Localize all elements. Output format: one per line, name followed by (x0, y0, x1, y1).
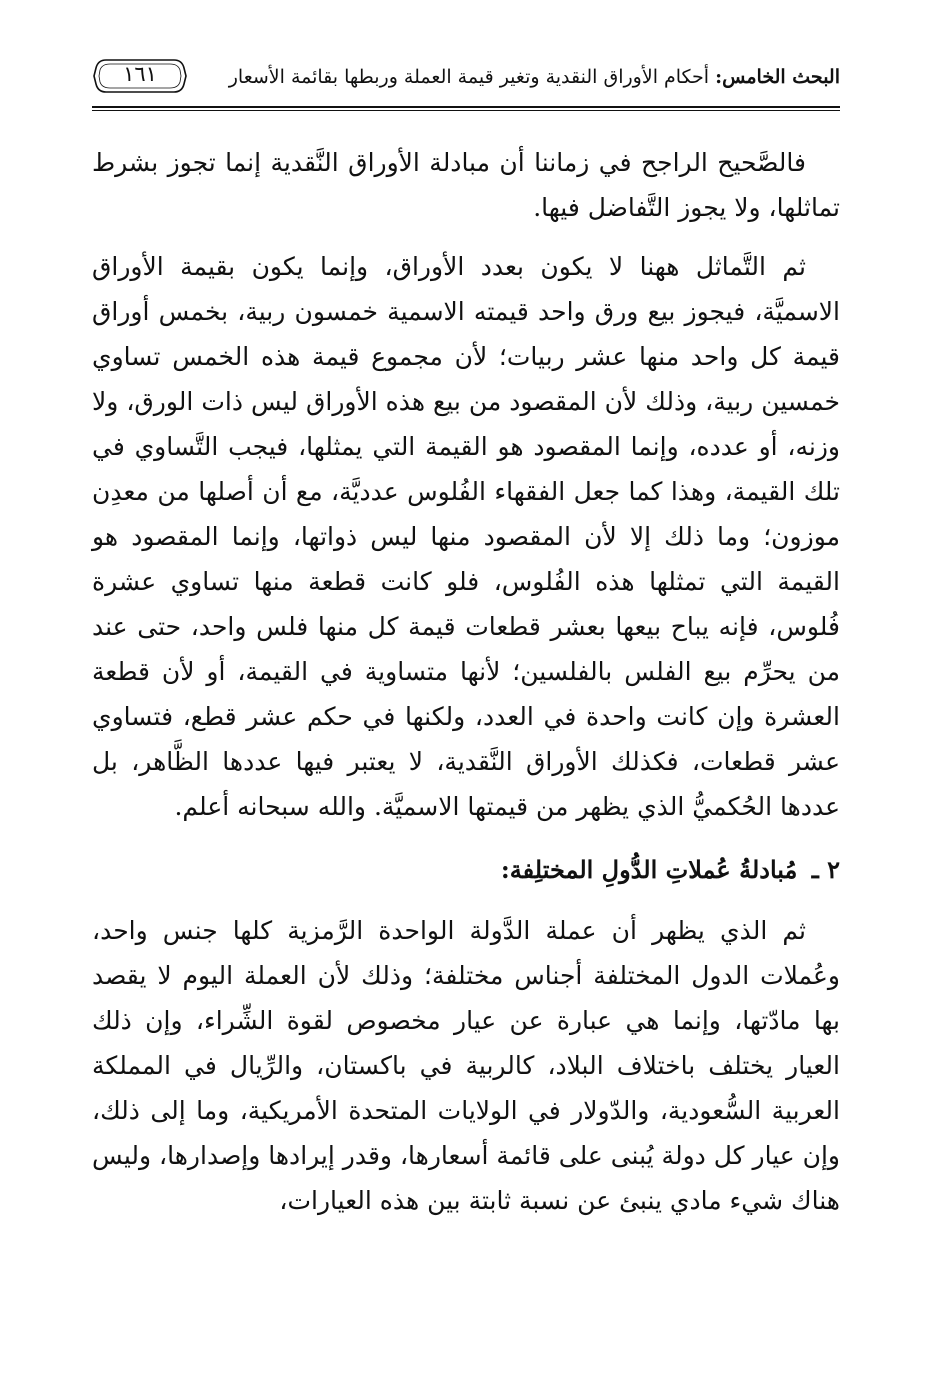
running-header (92, 52, 840, 104)
paragraph-3: ثم الذي يظهر أن عملة الدَّولة الواحدة الرَّمزية كلها جنس واحد، وعُملات الدول المختلفة أجناس مختلفة؛ وذلك لأن العملة اليوم لا يقصد بها مادّتها، وإنما هي عبارة عن عيار مخصوص لقوة الشِّراء، وإن ذلك العيار يختلف باختلاف البلاد، كالربية في باكستان، والرِّيال في المملكة العربية السُّعودية، والدّولار في الولايات المتحدة الأمريكية، وما إلى ذلك، وإن عيار كل دولة يُبنى على قائمة أسعارها، وقدر إيرادها وإصدارها، وليس هناك شيء مادي ينبئ عن نسبة ثابتة بين هذه العيارات، (92, 916, 840, 1215)
page-number-box (92, 56, 188, 96)
paragraph-2: ثم التَّماثل ههنا لا يكون بعدد الأوراق، وإنما يكون بقيمة الأوراق الاسميَّة، فيجوز بيع ورق واحد قيمته الاسمية خمسون ربية، بخمس أوراق قيمة كل واحد منها عشر ربيات؛ لأن مجموع قيمة هذه الخمس تساوي خمسين ربية، وذلك لأن المقصود من بيع هذه الأوراق ليس ذات الورق، ولا وزنه، أو عدده، وإنما المقصود هو القيمة التي يمثلها، فيجب التَّساوي في تلك القيمة، وهذا كما جعل الفقهاء الفُلوس عدديَّة، مع أن أصلها من معدِن موزون؛ وما ذلك إلا لأن المقصود منها ليس ذواتها، وإنما المقصود هو القيمة التي تمثلها هذه الفُلوس، فلو كانت قطعة منها تساوي عشرة فُلوس، فإنه يباح بيعها بعشر قطعات قيمة كل منها فلس واحد، حتى عند من يحرِّم بيع الفلس بالفلسين؛ لأنها متساوية في القيمة، أو لأن قطعة العشرة وإن كانت واحدة في العدد، ولكنها في حكم عشر قطع، فتساوي عشر قطعات، فكذلك الأوراق النَّقدية، لا يعتبر فيها عددها الظَّاهر، بل عددها الحُكميُّ الذي يظهر من قيمتها الاسميَّة. والله سبحانه أعلم. (92, 252, 840, 821)
header-rule (92, 106, 840, 108)
paragraph-1: فالصَّحيح الراجح في زماننا أن مبادلة الأوراق النَّقدية إنما تجوز بشرط تماثلها، ولا يجوز التَّفاضل فيها. (92, 148, 840, 222)
section-title: مُبادلةُ عُملاتِ الدُّولِ المختلِفة: (500, 855, 798, 884)
section-number: ٢ ـ (811, 855, 840, 884)
header-title (229, 66, 840, 88)
header-title-text: أحكام الأوراق النقدية وتغير قيمة العملة وربطها بقائمة الأسعار (228, 66, 710, 88)
header-label: البحث الخامس: (715, 66, 840, 88)
page-number: ١٦١ (123, 62, 157, 86)
body-text (92, 140, 840, 1223)
section-heading (92, 847, 840, 892)
header-rule-thin (92, 110, 840, 111)
